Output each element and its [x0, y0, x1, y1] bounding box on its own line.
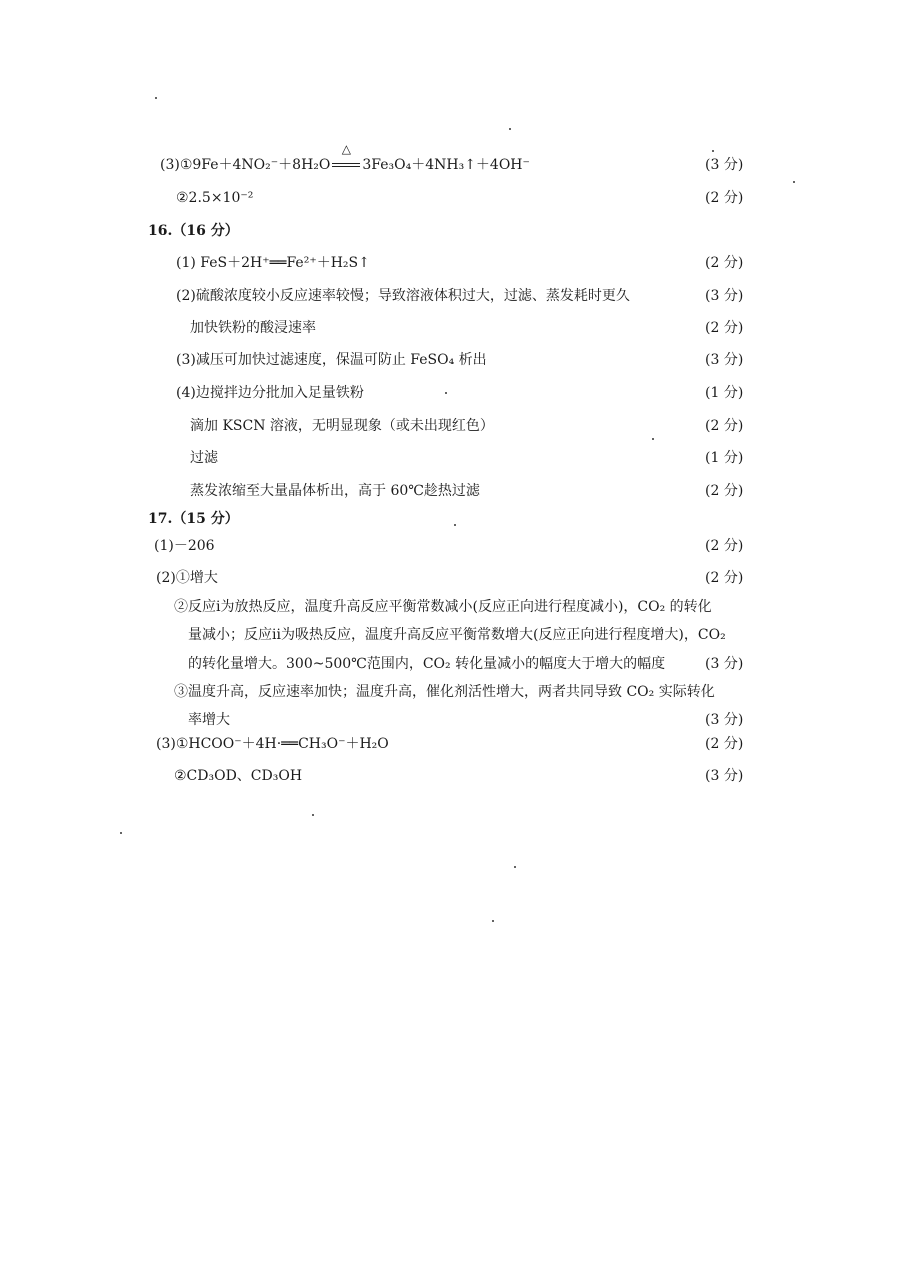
q17-part2-answer2-line1: ②反应ⅰ为放热反应，温度升高反应平衡常数减小(反应正向进行程度减小)，CO₂ 的转化: [174, 599, 712, 615]
scan-speck: [120, 832, 122, 834]
scan-speck: [155, 97, 157, 99]
score: (3 分): [705, 656, 744, 672]
q16-part4-line3: 过滤: [190, 450, 218, 466]
score: (2 分): [705, 255, 744, 271]
equation-right: 3Fe₃O₄＋4NH₃↑＋4OH⁻: [362, 157, 530, 173]
q15-part3-equation: [160, 142, 530, 174]
score: (2 分): [705, 736, 744, 752]
q16-part4-line2: 滴加 KSCN 溶液，无明显现象（或未出现红色）: [190, 418, 494, 434]
score: (1 分): [705, 450, 744, 466]
q16-part2-line2: 加快铁粉的酸浸速率: [190, 320, 316, 336]
score: (3 分): [705, 157, 744, 173]
heating-equals-sign: [330, 142, 362, 174]
q17-part2-answer3-line1: ③温度升高，反应速率加快；温度升高，催化剂活性增大，两者共同导致 CO₂ 实际转化: [174, 684, 715, 700]
score: (2 分): [705, 570, 744, 586]
score: (3 分): [705, 288, 744, 304]
delta-heat-symbol: △: [341, 142, 351, 156]
q17-part3-answer1: (3)①HCOO⁻＋4H·══CH₃O⁻＋H₂O: [156, 736, 389, 752]
q17-part2-answer2-line3: 的转化量增大。300~500℃范围内，CO₂ 转化量减小的幅度大于增大的幅度: [188, 656, 666, 672]
scan-speck: [312, 814, 314, 816]
score: (2 分): [705, 418, 744, 434]
q16-part1: (1) FeS＋2H⁺══Fe²⁺＋H₂S↑: [176, 255, 370, 271]
scan-speck: [454, 524, 456, 526]
q16-part3: (3)减压可加快过滤速度，保温可防止 FeSO₄ 析出: [176, 352, 487, 368]
q17-part2-answer2-line2: 量减小；反应ⅱ为吸热反应，温度升高反应平衡常数增大(反应正向进行程度增大)，CO₂: [188, 627, 726, 643]
q17-part3-answer2: ②CD₃OD、CD₃OH: [174, 768, 303, 784]
q17-title: 17.（15 分）: [148, 511, 239, 527]
q16-title: 16.（16 分）: [148, 223, 239, 239]
score: (2 分): [705, 320, 744, 336]
score: (2 分): [705, 190, 744, 206]
scan-speck: [509, 128, 511, 130]
score: (3 分): [705, 768, 744, 784]
scan-speck: [492, 920, 494, 922]
q15-part3-answer2: ②2.5×10⁻²: [176, 190, 254, 206]
scan-speck: [652, 438, 654, 440]
q17-part2-answer1: (2)①增大: [156, 570, 218, 586]
scan-speck: [514, 866, 516, 868]
q17-part2-answer3-line2: 率增大: [188, 712, 230, 728]
scan-speck: [445, 392, 447, 394]
scan-speck: [793, 181, 795, 183]
score: (1 分): [705, 385, 744, 401]
q16-part4-line4: 蒸发浓缩至大量晶体析出，高于 60℃趁热过滤: [190, 483, 480, 499]
score: (2 分): [705, 538, 744, 554]
q17-part1: (1)－206: [154, 538, 215, 554]
scan-speck: [712, 150, 714, 152]
q16-part2-line1: (2)硫酸浓度较小反应速率较慢；导致溶液体积过大，过滤、蒸发耗时更久: [176, 288, 630, 304]
score: (3 分): [705, 712, 744, 728]
score: (2 分): [705, 483, 744, 499]
score: (3 分): [705, 352, 744, 368]
equation-left: (3)①9Fe＋4NO₂⁻＋8H₂O: [160, 157, 331, 173]
q16-part4-line1: (4)边搅拌边分批加入足量铁粉: [176, 385, 364, 401]
